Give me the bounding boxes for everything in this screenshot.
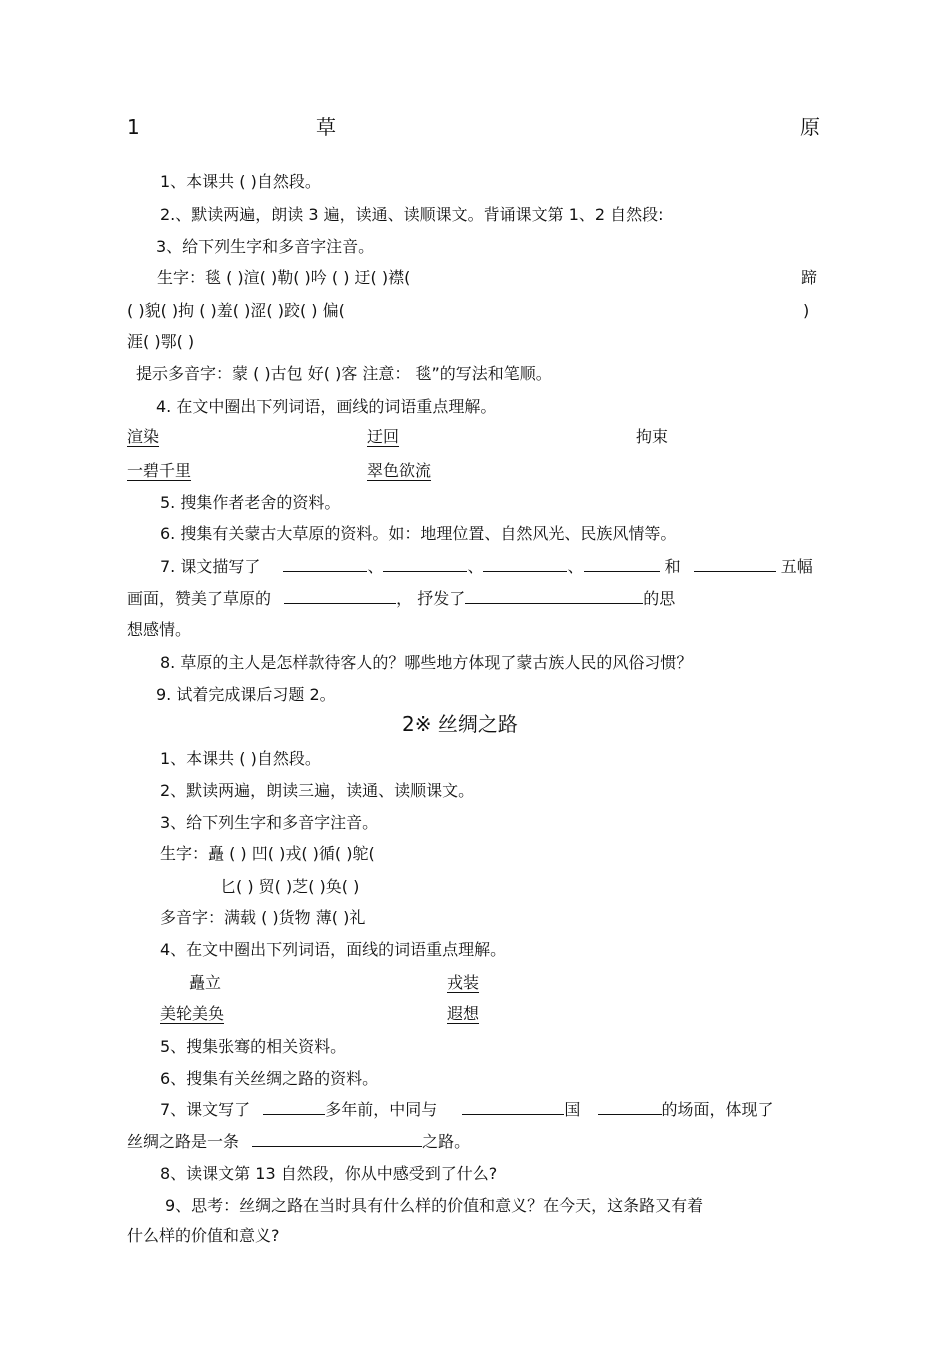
lesson1-q6: 6. 搜集有关蒙古大草原的资料。如：地理位置、自然风光、民族风情等。 bbox=[160, 524, 677, 543]
lesson1-number: 1 bbox=[127, 115, 140, 139]
separator: 、 bbox=[367, 557, 384, 576]
lesson2-shengzi-line2: 匕( ) 贸( )芝( )奂( ) bbox=[220, 877, 360, 896]
answer-blank[interactable] bbox=[483, 557, 567, 572]
lesson1-q3: 3、给下列生字和多音字注音。 bbox=[156, 237, 375, 256]
lesson1-q7-lead: 7. 课文描写了 bbox=[160, 557, 261, 576]
answer-blank[interactable] bbox=[283, 557, 367, 572]
lesson2-q1: 1、本课共 ( )自然段。 bbox=[160, 749, 321, 768]
lesson1-q7-and: 和 bbox=[664, 557, 681, 576]
lesson1-shengzi-line2: ( )貌( )拘 ( )羞( )涩( )跤( ) 偏( bbox=[127, 301, 345, 320]
lesson1-word-3: 拘束 bbox=[636, 427, 669, 446]
lesson1-q8: 8. 草原的主人是怎样款待客人的？哪些地方体现了蒙古族人民的风俗习惯？ bbox=[160, 653, 693, 672]
lesson2-q6: 6、搜集有关丝绸之路的资料。 bbox=[160, 1069, 379, 1088]
lesson2-word-2: 戎装 bbox=[447, 973, 480, 992]
lesson2-q7-line1 bbox=[160, 1100, 774, 1120]
lesson2-q7-text-4: 的场面，体现了 bbox=[661, 1100, 774, 1119]
answer-blank[interactable] bbox=[462, 1100, 564, 1115]
lesson1-word-1: 渲染 bbox=[127, 427, 160, 446]
lesson2-q2: 2、默读两遍，朗读三遍，读通、读顺课文。 bbox=[160, 781, 475, 800]
lesson1-q7-line2 bbox=[127, 589, 675, 609]
lesson1-word-4: 一碧千里 bbox=[127, 461, 192, 480]
lesson2-q3: 3、给下列生字和多音字注音。 bbox=[160, 813, 379, 832]
lesson2-q7-text-3: 国 bbox=[564, 1100, 581, 1119]
answer-blank[interactable] bbox=[263, 1100, 325, 1115]
lesson2-word-1: 矗立 bbox=[189, 973, 222, 992]
lesson2-q7-text-1: 7、课文写了 bbox=[160, 1100, 251, 1119]
lesson1-shengzi-line1: 生字：毯 ( )渲( )勒( )吟 ( ) 迂( )襟( bbox=[157, 268, 411, 287]
lesson2-q9-line1: 9、思考：丝绸之路在当时具有什么样的价值和意义？在今天，这条路又有着 bbox=[165, 1196, 704, 1215]
lesson2-word-4: 遐想 bbox=[447, 1004, 480, 1023]
lesson1-q5: 5. 搜集作者老舍的资料。 bbox=[160, 493, 341, 512]
lesson2-q7-text-6: 之路。 bbox=[422, 1132, 471, 1151]
lesson1-title-char-1: 草 bbox=[316, 115, 336, 139]
lesson2-word-3: 美轮美奂 bbox=[160, 1004, 225, 1023]
lesson2-q7-text-5: 丝绸之路是一条 bbox=[127, 1132, 240, 1151]
lesson1-q9: 9. 试着完成课后习题 2。 bbox=[156, 685, 336, 704]
lesson1-word-5: 翠色欲流 bbox=[367, 461, 432, 480]
lesson1-q7-line1 bbox=[160, 557, 813, 577]
lesson1-word-2: 迂回 bbox=[367, 427, 400, 446]
lesson2-title: 2※ 丝绸之路 bbox=[402, 712, 518, 736]
lesson2-q7-text-2: 多年前，中同与 bbox=[325, 1100, 438, 1119]
lesson1-q2: 2.、默读两遍，朗读 3 遍，读通、读顺课文。背诵课文第 1、2 自然段: bbox=[160, 205, 664, 224]
lesson2-duoyinzi: 多音字：满载 ( )货物 薄( )礼 bbox=[160, 908, 366, 927]
answer-blank[interactable] bbox=[284, 589, 396, 604]
lesson1-q1: 1、本课共 ( )自然段。 bbox=[160, 172, 321, 191]
answer-blank[interactable] bbox=[252, 1132, 422, 1147]
lesson1-q7-text-1: 画面，赞美了草原的 bbox=[127, 589, 272, 608]
lesson2-shengzi-line1: 生字：矗 ( ) 凹( )戎( )循( )鸵( bbox=[160, 844, 375, 863]
lesson2-q4: 4、在文中圈出下列词语，面线的词语重点理解。 bbox=[160, 940, 507, 959]
answer-blank[interactable] bbox=[598, 1100, 662, 1115]
lesson1-shengzi-line1-end: 蹄 bbox=[801, 268, 818, 287]
lesson1-shengzi-line2-end: ) bbox=[803, 301, 810, 320]
lesson1-title-char-2: 原 bbox=[800, 115, 820, 139]
separator: 、 bbox=[567, 557, 584, 576]
lesson1-duoyinzi: 提示多音字：蒙 ( )古包 好( )客 注意： 毯”的写法和笔顺。 bbox=[136, 364, 552, 383]
answer-blank[interactable] bbox=[694, 557, 776, 572]
lesson2-q8: 8、读课文第 13 自然段，你从中感受到了什么? bbox=[160, 1164, 498, 1183]
answer-blank[interactable] bbox=[383, 557, 467, 572]
lesson2-q9-line2: 什么样的价值和意义? bbox=[127, 1226, 280, 1245]
lesson1-q4: 4. 在文中圈出下列词语，画线的词语重点理解。 bbox=[156, 397, 497, 416]
lesson1-q7-line3: 想感情。 bbox=[127, 620, 192, 639]
lesson1-q7-wufu: 五幅 bbox=[780, 557, 813, 576]
lesson1-q7-text-2: ， 抒发了 bbox=[396, 589, 466, 608]
lesson2-q7-line2 bbox=[127, 1132, 470, 1152]
lesson1-q7-text-3: 的思 bbox=[643, 589, 676, 608]
lesson1-shengzi-line3: 涯( )鄂( ) bbox=[127, 332, 195, 351]
answer-blank[interactable] bbox=[465, 589, 643, 604]
lesson2-q5: 5、搜集张骞的相关资料。 bbox=[160, 1037, 347, 1056]
separator: 、 bbox=[467, 557, 484, 576]
answer-blank[interactable] bbox=[584, 557, 660, 572]
